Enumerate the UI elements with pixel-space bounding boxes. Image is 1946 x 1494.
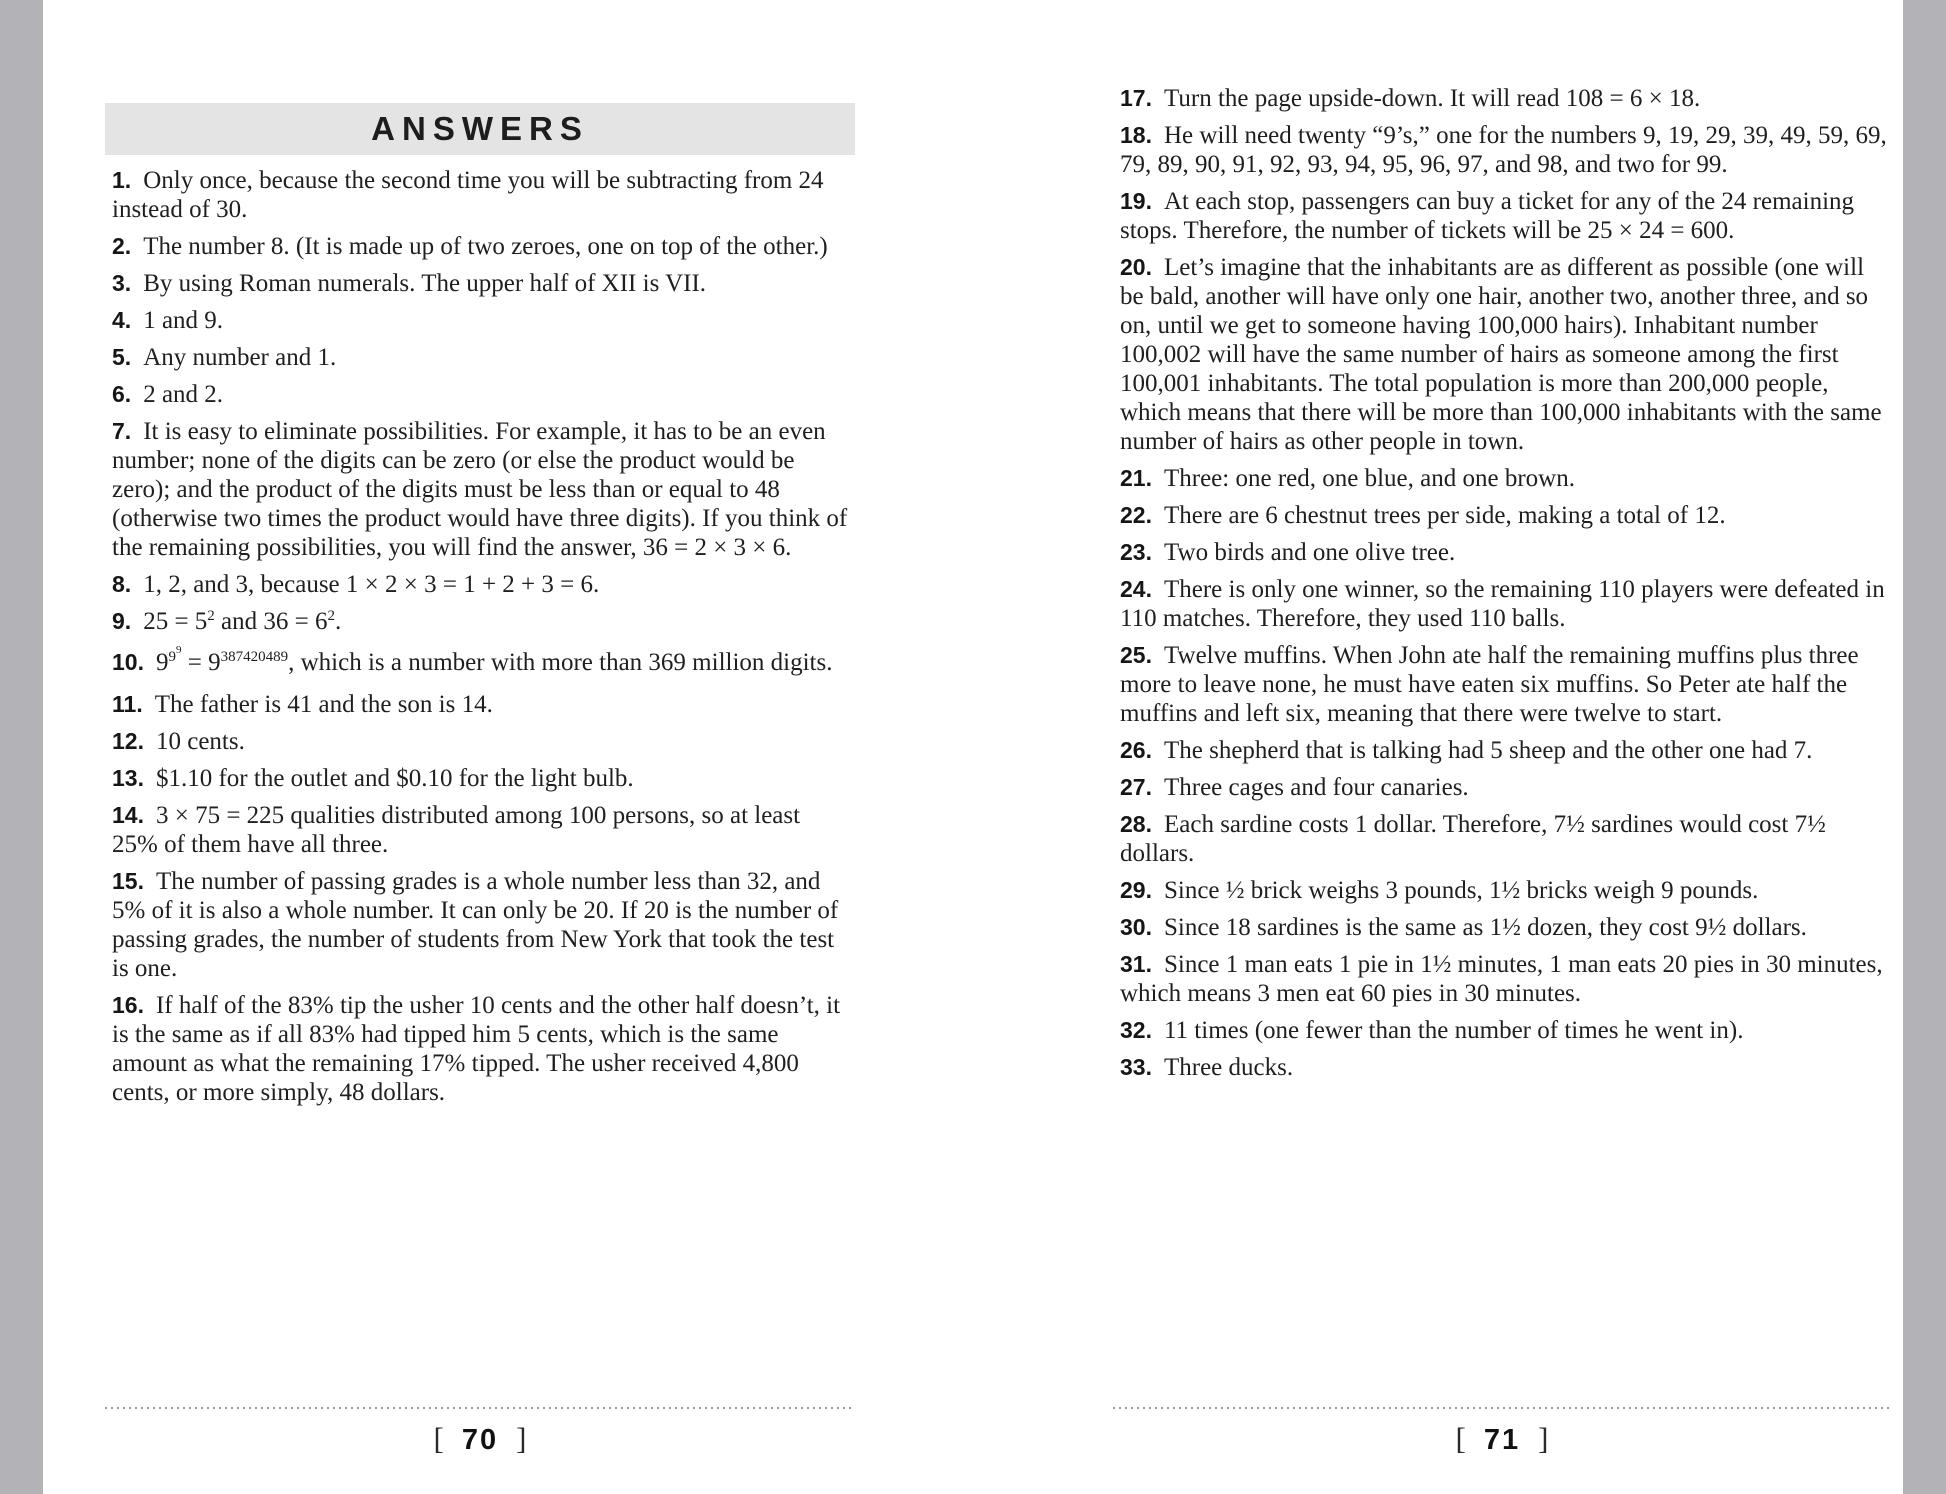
answer-text: At each stop, passengers can buy a ticket for any of the 24 remaining stops. Therefore, the number of tickets will be 25 × 24 = 600. <box>1120 188 1861 244</box>
answer-item <box>1120 773 1892 802</box>
answer-number: 28. <box>1120 811 1152 837</box>
answer-number: 8. <box>112 571 132 597</box>
answer-item <box>112 644 852 682</box>
answer-item <box>112 570 852 599</box>
answer-item <box>112 727 852 756</box>
answer-number: 6. <box>112 381 132 407</box>
answer-item <box>112 801 852 859</box>
page-footer-left <box>105 1407 855 1457</box>
answer-text: The number of passing grades is a whole number less than 32, and 5% of it is also a whole number. It can only be 20. If 20 is the number of passing grades, the number of students from New York that took the test is one. <box>112 868 845 982</box>
answer-item <box>112 764 852 793</box>
answer-text: He will need twenty “9’s,” one for the numbers 9, 19, 29, 39, 49, 59, 69, 79, 89, 90, 91, 92, 93, 94, 95, 96, 97, and 98, and two for 99. <box>1120 122 1894 178</box>
answer-item <box>112 232 852 261</box>
answer-number: 27. <box>1120 774 1152 800</box>
answer-number: 12. <box>112 728 144 754</box>
answer-number: 25. <box>1120 642 1152 668</box>
answer-item <box>112 607 852 640</box>
answer-text: The father is 41 and the son is 14. <box>154 691 493 718</box>
page-number: 71 <box>1483 1424 1521 1456</box>
answer-item <box>112 380 852 409</box>
answer-text: Only once, because the second time you will be subtracting from 24 instead of 30. <box>112 167 830 223</box>
answers-column-left <box>112 166 852 1115</box>
answer-number: 3. <box>112 270 132 296</box>
answer-number: 29. <box>1120 877 1152 903</box>
answer-item <box>112 417 852 562</box>
answer-text: Since 1 man eats 1 pie in 1½ minutes, 1 man eats 20 pies in 30 minutes, which means 3 men eat 60 pies in 30 minutes. <box>1120 951 1889 1007</box>
answer-number: 15. <box>112 868 144 894</box>
answer-number: 9. <box>112 608 132 634</box>
answer-text: Two birds and one olive tree. <box>1163 539 1456 566</box>
answer-text: Each sardine costs 1 dollar. Therefore, 7½ sardines would cost 7½ dollars. <box>1120 811 1833 867</box>
answer-item <box>112 343 852 372</box>
bracket-right: ] <box>516 1421 527 1456</box>
answer-text: If half of the 83% tip the usher 10 cents and the other half doesn’t, it is the same as if all 83% had tipped him 5 cents, which is the same amount as what the remaining 17% tipped. The usher received 4,800 cents, or more simply, 48 dollars. <box>112 992 847 1106</box>
answer-item <box>112 306 852 335</box>
answer-text: There is only one winner, so the remaining 110 players were defeated in 110 matches. Therefore, they used 110 balls. <box>1120 576 1891 632</box>
answer-text: It is easy to eliminate possibilities. For example, it has to be an even number; none of the digits can be zero (or else the product would be zero); and the product of the digits must be less than or equal to 48 (otherwise two times the product would have three digits). If you think of the remaining possibilities, you will find the answer, 36 = 2 × 3 × 6. <box>112 418 854 561</box>
answer-number: 2. <box>112 233 132 259</box>
answer-text: 11 times (one fewer than the number of times he went in). <box>1163 1017 1744 1044</box>
bracket-left: [ <box>433 1421 444 1456</box>
answer-number: 10. <box>112 649 144 675</box>
answer-number: 4. <box>112 307 132 333</box>
bracket-left: [ <box>1455 1421 1466 1456</box>
answer-text: Three cages and four canaries. <box>1163 774 1469 801</box>
answer-text: 1, 2, and 3, because 1 × 2 × 3 = 1 + 2 + 3 = 6. <box>143 571 600 598</box>
answer-text: Let’s imagine that the inhabitants are as different as possible (one will be bald, another will have only one hair, another two, another three, and so on, until we get to someone having 100,000 hairs). Inhabitant number 100,002 will have the same number of hairs as someone among the first 100,001 inhabitants. The total population is more than 200,000 people, which means that there will be more than 100,000 inhabitants with the same number of hairs as other people in town. <box>1120 254 1888 455</box>
answer-number: 22. <box>1120 502 1152 528</box>
answer-text: There are 6 chestnut trees per side, making a total of 12. <box>1163 502 1726 529</box>
answer-number: 31. <box>1120 951 1152 977</box>
answer-number: 1. <box>112 167 132 193</box>
answer-number: 33. <box>1120 1054 1152 1080</box>
answer-text: $25 = 5^2$ and $36 = 6^2$. <box>143 608 342 635</box>
answer-item <box>112 867 852 983</box>
answer-number: 24. <box>1120 576 1152 602</box>
answer-text: $9^{99} = 9^{387420489}$, which is a number with more than 369 million digits. <box>155 644 833 676</box>
page-number: 70 <box>461 1424 499 1456</box>
answer-number: 11. <box>112 691 143 717</box>
answer-item <box>1120 950 1892 1008</box>
answer-text: By using Roman numerals. The upper half of XII is VII. <box>143 270 707 297</box>
answer-text: Three: one red, one blue, and one brown. <box>1163 465 1575 492</box>
answer-item <box>1120 84 1892 113</box>
answer-text: The number 8. (It is made up of two zeroes, one on top of the other.) <box>143 233 828 260</box>
answer-item <box>1120 501 1892 530</box>
answers-header <box>105 103 855 155</box>
answer-item <box>1120 810 1892 868</box>
answer-text: Since ½ brick weighs 3 pounds, 1½ bricks weigh 9 pounds. <box>1163 877 1759 904</box>
page-number-row <box>1113 1421 1891 1457</box>
answer-item <box>1120 187 1892 245</box>
answer-item <box>1120 538 1892 567</box>
answer-text: Three ducks. <box>1163 1054 1294 1081</box>
answer-item <box>1120 575 1892 633</box>
left-edge-strip <box>0 0 43 1494</box>
answer-item <box>1120 641 1892 728</box>
answer-item <box>1120 736 1892 765</box>
answer-text: Twelve muffins. When John ate half the remaining muffins plus three more to leave none, he must have eaten six muffins. So Peter ate half the muffins and left six, meaning that there were twelve to start. <box>1120 642 1865 727</box>
answer-item <box>1120 1016 1892 1045</box>
answer-item <box>1120 913 1892 942</box>
answer-item <box>112 690 852 719</box>
answer-number: 13. <box>112 765 144 791</box>
right-edge-strip <box>1903 0 1946 1494</box>
answer-text: 2 and 2. <box>143 381 224 408</box>
page-number-row <box>105 1421 855 1457</box>
page-footer-right <box>1113 1407 1891 1457</box>
answer-item <box>112 269 852 298</box>
answer-item <box>1120 1053 1892 1082</box>
answer-text: 10 cents. <box>155 728 245 755</box>
answer-item <box>1120 876 1892 905</box>
answer-item <box>112 991 852 1107</box>
answer-number: 26. <box>1120 737 1152 763</box>
answer-number: 19. <box>1120 188 1152 214</box>
answer-text: 1 and 9. <box>143 307 224 334</box>
answer-text: The shepherd that is talking had 5 sheep and the other one had 7. <box>1163 737 1813 764</box>
answer-number: 20. <box>1120 254 1152 280</box>
answer-item <box>1120 464 1892 493</box>
answer-number: 23. <box>1120 539 1152 565</box>
footer-rule <box>1113 1407 1891 1409</box>
answer-number: 16. <box>112 992 144 1018</box>
answer-text: $1.10 for the outlet and $0.10 for the light bulb. <box>155 765 634 792</box>
answer-text: Any number and 1. <box>143 344 337 371</box>
answer-number: 17. <box>1120 85 1152 111</box>
footer-rule <box>105 1407 855 1409</box>
answer-text: 3 × 75 = 225 qualities distributed among 100 persons, so at least 25% of them have all three. <box>112 802 807 858</box>
answers-column-right <box>1120 84 1892 1090</box>
answer-text: Since 18 sardines is the same as 1½ dozen, they cost 9½ dollars. <box>1163 914 1807 941</box>
page-title: ANSWERS <box>371 110 589 147</box>
answer-item <box>1120 121 1892 179</box>
answer-number: 30. <box>1120 914 1152 940</box>
answer-item <box>112 166 852 224</box>
answer-number: 7. <box>112 418 132 444</box>
bracket-right: ] <box>1538 1421 1549 1456</box>
answer-item <box>1120 253 1892 456</box>
answer-number: 32. <box>1120 1017 1152 1043</box>
answer-number: 5. <box>112 344 132 370</box>
answer-number: 14. <box>112 802 144 828</box>
answer-text: Turn the page upside-down. It will read 108 = 6 × 18. <box>1163 85 1701 112</box>
answer-number: 18. <box>1120 122 1152 148</box>
answer-number: 21. <box>1120 465 1152 491</box>
